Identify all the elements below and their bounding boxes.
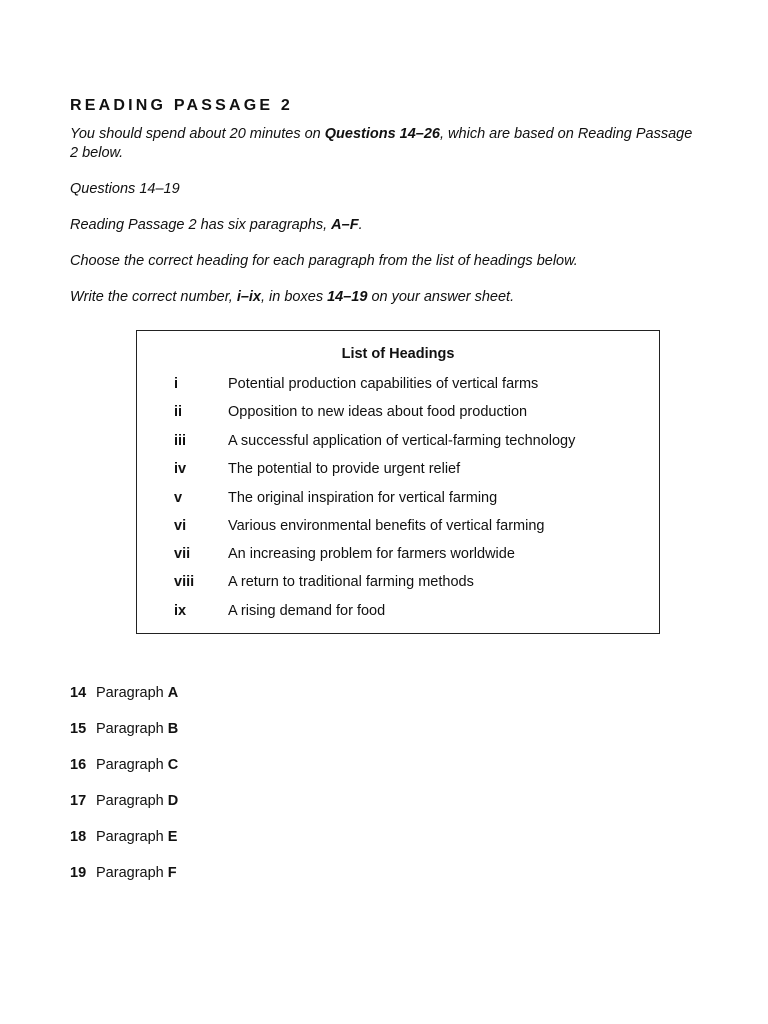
paragraphs-text-1: Reading Passage 2 has six paragraphs,	[70, 217, 332, 233]
intro-bold: Questions 14–26	[324, 126, 440, 142]
question-number: 17	[70, 793, 87, 809]
question-label: Paragraph	[96, 721, 164, 737]
heading-number: viii	[174, 574, 195, 590]
question-letter: A	[167, 685, 179, 701]
write-text-3: on your answer sheet.	[367, 289, 515, 305]
write-bold-1: i–ix	[236, 289, 261, 305]
write-text-2: , in boxes	[261, 289, 328, 305]
heading-number: i	[174, 376, 179, 392]
heading-text: Potential production capabilities of vertical farms	[228, 376, 539, 392]
question-item	[70, 827, 177, 847]
heading-text: A successful application of vertical-farming technology	[228, 433, 576, 449]
heading-text: The potential to provide urgent relief	[228, 461, 461, 477]
heading-text: An increasing problem for farmers worldwide	[228, 546, 515, 562]
question-item	[70, 863, 177, 883]
question-label: Paragraph	[96, 865, 164, 881]
question-letter: D	[167, 793, 179, 809]
question-letter: B	[167, 721, 179, 737]
questions-range: Questions 14–19	[70, 181, 180, 197]
paragraphs-line	[70, 216, 700, 235]
question-item	[70, 683, 178, 703]
paragraphs-text-2: .	[358, 217, 363, 233]
question-label: Paragraph	[96, 757, 164, 773]
question-letter: C	[167, 757, 179, 773]
heading-number: iv	[174, 461, 187, 477]
question-number: 14	[70, 685, 87, 701]
question-item	[70, 791, 178, 811]
write-text-1: Write the correct number,	[70, 289, 237, 305]
write-line	[70, 288, 700, 307]
heading-number: iii	[174, 433, 187, 449]
question-letter: F	[167, 865, 177, 881]
headings-box	[136, 330, 660, 634]
heading-number: ix	[174, 603, 187, 619]
question-number: 16	[70, 757, 87, 773]
paragraphs-bold: A–F	[331, 217, 359, 233]
heading-text: A rising demand for food	[228, 603, 386, 619]
question-label: Paragraph	[96, 685, 164, 701]
heading-number: v	[174, 490, 183, 506]
heading-number: vi	[174, 518, 187, 534]
intro-text-2: , which are based on Reading Passage 2 below.	[70, 126, 693, 161]
heading-number: ii	[174, 404, 183, 420]
question-number: 15	[70, 721, 87, 737]
heading-text: A return to traditional farming methods	[228, 574, 474, 590]
question-label: Paragraph	[96, 829, 164, 845]
headings-box-title: List of Headings	[341, 346, 455, 362]
choose-line: Choose the correct heading for each paragraph from the list of headings below.	[70, 253, 578, 269]
question-item	[70, 719, 178, 739]
heading-text: Various environmental benefits of vertical farming	[228, 518, 545, 534]
question-number: 19	[70, 865, 87, 881]
heading-number: vii	[174, 546, 191, 562]
intro-paragraph	[70, 125, 700, 163]
heading-text: Opposition to new ideas about food production	[228, 404, 528, 420]
instructions-section	[70, 96, 700, 307]
write-bold-2: 14–19	[327, 289, 368, 305]
question-item	[70, 755, 178, 775]
intro-text-1: You should spend about 20 minutes on	[70, 126, 325, 142]
question-label: Paragraph	[96, 793, 164, 809]
page-title: READING PASSAGE 2	[70, 97, 294, 114]
question-letter: E	[167, 829, 178, 845]
heading-text: The original inspiration for vertical farming	[228, 490, 498, 506]
question-number: 18	[70, 829, 87, 845]
